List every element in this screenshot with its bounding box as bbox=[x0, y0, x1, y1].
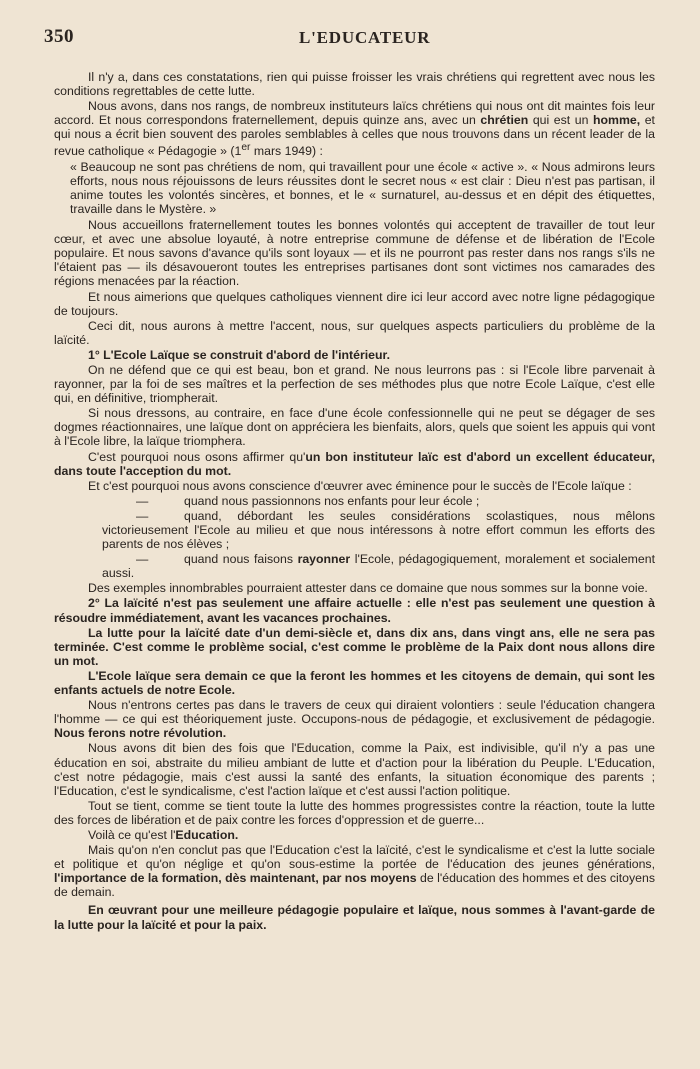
page-header bbox=[44, 26, 660, 50]
paragraph: Et nous aimerions que quelques catholiques viennent dire ici leur accord avec notre ligne pédagogique de toujours. bbox=[54, 289, 655, 318]
list-item: — quand nous faisons rayonner l'Ecole, pédagogiquement, moralement et socialement aussi. bbox=[102, 552, 655, 581]
list-item: — quand, débordant les seules considérations scolastiques, nous mêlons victorieusement l'Ecole au milieu et que nous intéressons à notre effort commun les efforts des parents de nos élèves ; bbox=[102, 508, 655, 552]
section-heading: 2° La laïcité n'est pas seulement une affaire actuelle : elle n'est pas seulement une question à résoudre immédiatement, avant les vacances prochaines. bbox=[54, 596, 655, 625]
page-number: 350 bbox=[44, 26, 74, 47]
paragraph: C'est pourquoi nous osons affirmer qu'un bon instituteur laïc est d'abord un excellent éducateur, dans toute l'acception du mot. bbox=[54, 449, 655, 478]
closing-paragraph: En œuvrant pour une meilleure pédagogie populaire et laïque, nous sommes à l'avant-garde de la lutte pour la laïcité et pour la paix. bbox=[54, 903, 655, 932]
paragraph: Nous n'entrons certes pas dans le travers de ceux qui diraient volontiers : seule l'éducation changera l'homme — ce qui est théoriquement juste. Occupons-nous de pédagogie, et exclusivement de pédagogie. Nous ferons notre révolution. bbox=[54, 698, 655, 741]
journal-title: L'EDUCATEUR bbox=[299, 28, 431, 47]
paragraph: Il n'y a, dans ces constatations, rien qui puisse froisser les vrais chrétiens qui regrettent avec nous les conditions regrettables de cette lutte. bbox=[54, 70, 655, 99]
paragraph: Voilà ce qu'est l'Education. bbox=[88, 827, 239, 842]
paragraph: Et c'est pourquoi nous avons conscience d'œuvrer avec éminence pour le succès de l'Ecole laïque : bbox=[88, 478, 632, 493]
article-body bbox=[54, 70, 655, 933]
paragraph: On ne défend que ce qui est beau, bon et grand. Ne nous leurrons pas : si l'Ecole libre parvenait à rayonner, par la foi de ses maîtres et la perfection de ses méthodes plus que notre Ecole Laïque, c'est elle qui, en définitive, triompherait. bbox=[54, 362, 655, 406]
section-heading: 1° L'Ecole Laïque se construit d'abord de l'intérieur. bbox=[88, 347, 391, 362]
paragraph: Ceci dit, nous aurons à mettre l'accent, nous, sur quelques aspects particuliers du problème de la laïcité. bbox=[54, 318, 655, 347]
paragraph: Nous avons, dans nos rangs, de nombreux instituteurs laïcs chrétiens qui nous ont dit maintes fois leur accord. Et nous correspondons fraternellement, depuis quinze ans, avec un chrétien qui est un homme, et qui nous a écrit bien souvent des paroles semblables à celles que nous trouvons dans un récent leader de la revue catholique « Pédagogie » (1er mars 1949) : bbox=[54, 99, 655, 159]
bold-paragraph: La lutte pour la laïcité date d'un demi-siècle et, dans dix ans, dans vingt ans, elle ne sera pas terminée. C'est comme le problème social, c'est comme le problème de la Paix dont nous allons dire un mot. bbox=[54, 625, 655, 668]
quotation: « Beaucoup ne sont pas chrétiens de nom, qui travaillent pour une école « active ». « Nous admirons leurs efforts, nous nous réjouissons de leurs réussites dont le secret nous « est clair : Dieu n'est pas partisan, il anime toutes les volontés sincères, et bonnes, et le « surnaturel, au-dessus et en dépit des étiquettes, travaille dans le Mystère. » bbox=[70, 159, 655, 216]
list-item: — quand nous passionnons nos enfants pour leur école ; bbox=[136, 493, 480, 508]
paragraph: Nous avons dit bien des fois que l'Education, comme la Paix, est indivisible, qu'il n'y a pas une éducation en soi, abstraite du milieu ambiant de lutte et d'action pour la libération du Peuple. L'Education, c'est notre pédagogie, mais c'est aussi la santé des enfants, la situation économique des parents ; l'Education, c'est le syndicalisme, c'est l'action laïque et c'est aussi l'action politique. bbox=[54, 741, 655, 798]
paragraph: Tout se tient, comme se tient toute la lutte des hommes progressistes contre la réaction, toute la lutte des forces de libération et de paix contre les forces d'oppression et de guerre... bbox=[54, 798, 655, 827]
paragraph: Nous accueillons fraternellement toutes les bonnes volontés qui acceptent de travailler de tout leur cœur, et avec une absolue loyauté, à notre entreprise commune de défense et de libération de l'Ecole populaire. Et nous savons d'avance qu'ils sont loyaux — et ils ne pourront pas rester dans nos rangs s'ils ne l'étaient pas — ils désavoueront toutes les entreprises partisanes dont sont victimes nos camarades des régions menacées par la réaction. bbox=[54, 218, 655, 289]
paragraph: Si nous dressons, au contraire, en face d'une école confessionnelle qui ne peut se dégager de ses dogmes réactionnaires, une laïque dont on appréciera les bienfaits, alors, quels que soient les appuis qui vont à l'Ecole libre, la laïque triomphera. bbox=[54, 406, 655, 449]
paragraph: Mais qu'on n'en conclut pas que l'Education c'est la laïcité, c'est le syndicalisme et c'est la lutte sociale et politique et qu'on néglige et qu'on sous-estime la portée de l'éducation des jeunes générations, l'importance de la formation, dès maintenant, par nos moyens de l'éducation des hommes et des citoyens de demain. bbox=[54, 843, 655, 900]
bold-paragraph: L'Ecole laïque sera demain ce que la feront les hommes et les citoyens de demain, qui sont les enfants actuels de notre Ecole. bbox=[54, 668, 655, 698]
paragraph: Des exemples innombrables pourraient attester dans ce domaine que nous sommes sur la bonne voie. bbox=[88, 581, 648, 596]
